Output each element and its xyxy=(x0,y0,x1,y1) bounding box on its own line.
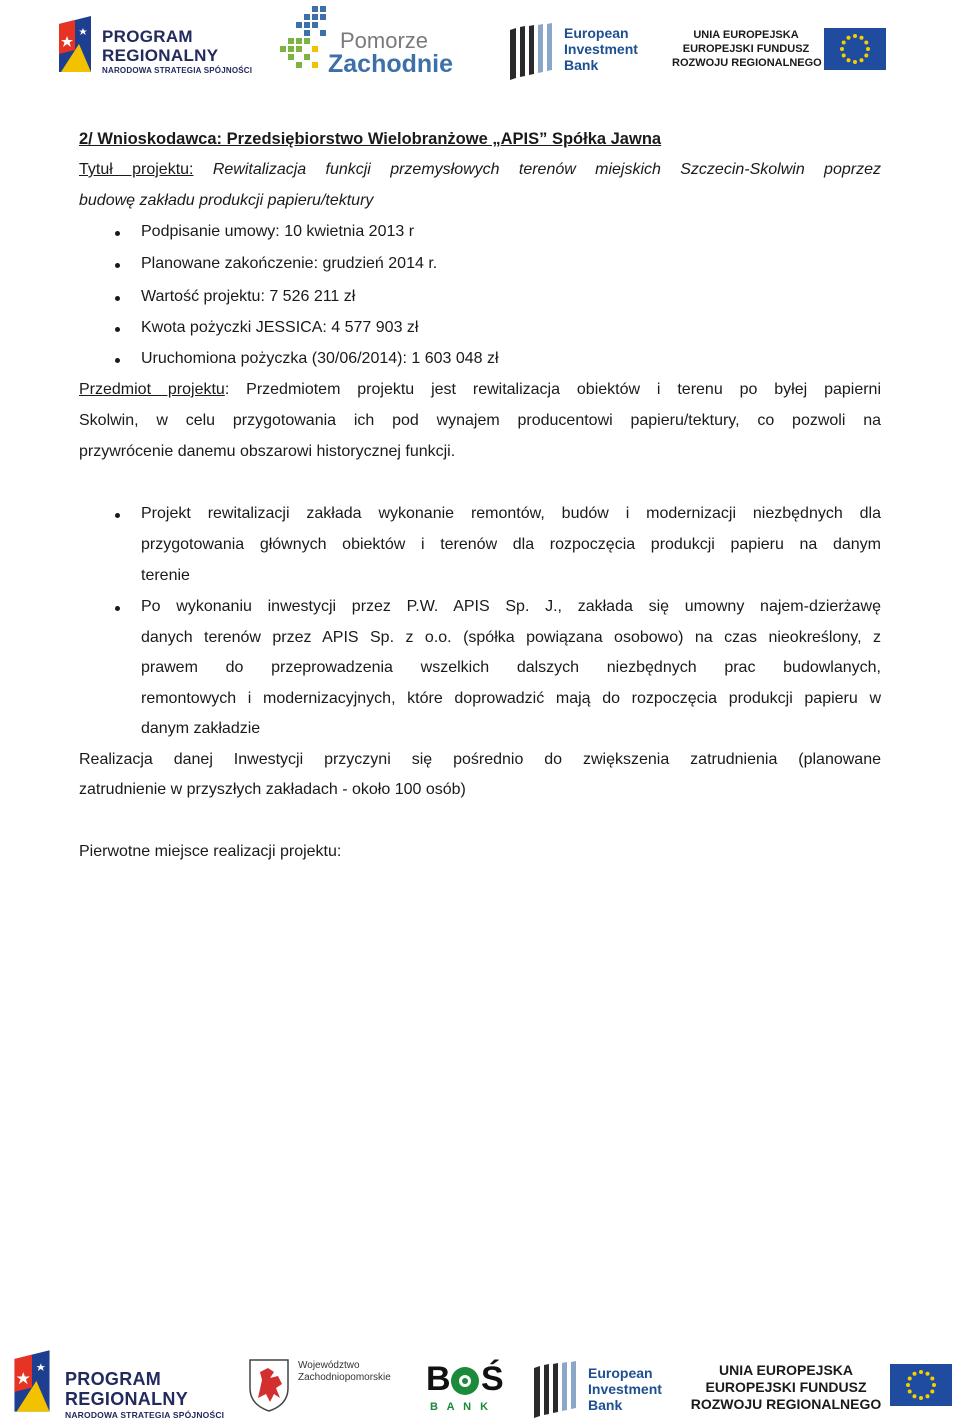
header-logo-bar xyxy=(0,0,960,100)
eib-logo xyxy=(508,22,653,82)
program-regionalny-footer-subtitle: NARODOWA STRATEGIA SPÓJNOŚCI xyxy=(65,1410,225,1420)
bullet-dot xyxy=(115,606,120,611)
bos-bank-subtitle: B A N K xyxy=(430,1401,492,1413)
fact-item: Uruchomiona pożyczka (30/06/2014): 1 603 048 zł xyxy=(141,350,499,367)
bos-letter-s: Ś xyxy=(481,1360,504,1398)
bullet-dot xyxy=(115,513,120,518)
fact-item: Podpisanie umowy: 10 kwietnia 2013 r xyxy=(141,223,415,240)
plan-item-1-line1: Projekt rewitalizacji zakłada wykonanie remontów, budów i modernizacji niezbędnych dla xyxy=(141,505,881,522)
eib-logo-footer xyxy=(532,1360,672,1420)
eu-flag-icon xyxy=(890,1362,952,1408)
bullet-dot xyxy=(115,358,120,363)
eib-line2: Investment xyxy=(564,41,638,57)
bos-bank-logo xyxy=(426,1360,508,1416)
applicant-heading: 2/ Wnioskodawca: Przedsiębiorstwo Wielobranżowe „APIS” Spółka Jawna xyxy=(79,130,662,148)
ue-line1: UNIA EUROPEJSKA xyxy=(693,29,799,41)
project-title-label: Tytuł projektu: xyxy=(79,161,194,178)
program-regionalny-logo-footer xyxy=(10,1348,225,1420)
employment-line2: zatrudnienie w przyszłych zakładach - około 100 osób) xyxy=(79,781,466,798)
program-regionalny-line2: REGIONALNY xyxy=(102,46,219,65)
ue-text-block xyxy=(672,28,820,70)
fact-item: Kwota pożyczki JESSICA: 4 577 903 zł xyxy=(141,319,419,336)
eib-footer-line2: Investment xyxy=(588,1381,662,1397)
bullet-dot xyxy=(115,327,120,332)
footer-logo-bar xyxy=(0,1340,960,1423)
project-subject-text-line1: : Przedmiotem projektu jest rewitalizacja obiektów i terenu po byłej papierni xyxy=(224,381,882,398)
plan-item-2-line2: danych terenów przez APIS Sp. z o.o. (spółka powiązana osobowo) na czas nieokreślony, z xyxy=(141,629,881,646)
pomorze-zachodnie-line2: Zachodnie xyxy=(328,50,454,78)
program-regionalny-footer-line1: PROGRAM xyxy=(65,1369,162,1389)
ue-footer-line2: EUROPEJSKI FUNDUSZ xyxy=(705,1379,867,1395)
eib-bars-icon xyxy=(532,1360,578,1418)
program-regionalny-subtitle: NARODOWA STRATEGIA SPÓJNOŚCI xyxy=(102,66,253,75)
project-subject-line3: przywrócenie danemu obszarowi historycznej funkcji. xyxy=(79,443,456,460)
ue-footer-line3: ROZWOJU REGIONALNEGO xyxy=(690,1396,882,1412)
program-regionalny-line1: PROGRAM xyxy=(102,27,193,46)
eib-line1: European xyxy=(564,25,629,41)
plan-item-2-line5: danym zakładzie xyxy=(141,720,261,737)
bullet-dot xyxy=(115,231,120,236)
eib-bars-icon xyxy=(508,22,554,80)
plan-item-2-line3: prawem do przeprowadzenia wszelkich dalszych niezbędnych prac budowlanych, xyxy=(141,659,881,676)
fact-item: Wartość projektu: 7 526 211 zł xyxy=(141,288,356,305)
fact-item: Planowane zakończenie: grudzień 2014 r. xyxy=(141,255,438,272)
wojewodztwo-logo xyxy=(248,1358,408,1418)
eib-line3: Bank xyxy=(564,57,599,73)
bullet-dot xyxy=(115,263,120,268)
bos-leaf-emblem-icon xyxy=(450,1366,480,1396)
eib-footer-line1: European xyxy=(588,1365,653,1381)
wojewodztwo-line1: Województwo xyxy=(298,1360,360,1371)
bos-letter-b: B xyxy=(426,1360,451,1398)
employment-line1: Realizacja danej Inwestycji przyczyni się pośrednio do zwiększenia zatrudnienia (planowane xyxy=(79,751,881,768)
eu-flag-icon xyxy=(824,28,886,70)
project-title-value-line1: Rewitalizacja funkcji przemysłowych terenów miejskich Szczecin-Skolwin poprzez xyxy=(212,161,881,178)
project-title-line2: budowę zakładu produkcji papieru/tektury xyxy=(79,192,374,209)
ue-footer-line1: UNIA EUROPEJSKA xyxy=(718,1362,854,1378)
ue-logo-footer xyxy=(688,1362,956,1412)
plan-item-1-line2: przygotowania głównych obiektów i terenów dla rozpoczęcia produkcji papieru na danym xyxy=(141,536,881,553)
project-subject-line2: Skolwin, w celu przygotowania ich pod wynajem producentowi papieru/tektury, co pozwoli na xyxy=(79,412,881,429)
program-regionalny-emblem-icon xyxy=(55,14,95,76)
ue-line3: ROZWOJU REGIONALNEGO xyxy=(672,57,822,69)
program-regionalny-emblem-icon xyxy=(10,1348,54,1416)
project-subject-line1 xyxy=(79,381,881,399)
eib-footer-line3: Bank xyxy=(588,1397,623,1413)
ue-footer-text-block xyxy=(688,1362,884,1413)
bullet-dot xyxy=(115,296,120,301)
plan-item-1-line3: terenie xyxy=(141,567,190,584)
program-regionalny-logo xyxy=(55,14,253,76)
program-regionalny-footer-line2: REGIONALNY xyxy=(65,1389,189,1409)
wojewodztwo-line2: Zachodniopomorskie xyxy=(298,1372,391,1383)
plan-item-2-line4: remontowych i modernizacyjnych, które doprowadzić mają do rozpoczęcia produkcji papieru w xyxy=(141,690,881,707)
project-subject-label: Przedmiot projektu xyxy=(79,381,225,398)
ue-logo xyxy=(672,28,888,70)
griffin-coat-of-arms-icon xyxy=(248,1358,290,1412)
project-title-line1 xyxy=(79,161,881,179)
plan-item-2-line1: Po wykonaniu inwestycji przez P.W. APIS Sp. J., zakłada się umowny najem-dzierżawę xyxy=(141,598,881,615)
location-label: Pierwotne miejsce realizacji projektu: xyxy=(79,843,342,860)
pomorze-zachodnie-line1: Pomorze xyxy=(340,28,429,53)
ue-line2: EUROPEJSKI FUNDUSZ xyxy=(682,43,810,55)
pomorze-zachodnie-logo xyxy=(278,2,453,80)
